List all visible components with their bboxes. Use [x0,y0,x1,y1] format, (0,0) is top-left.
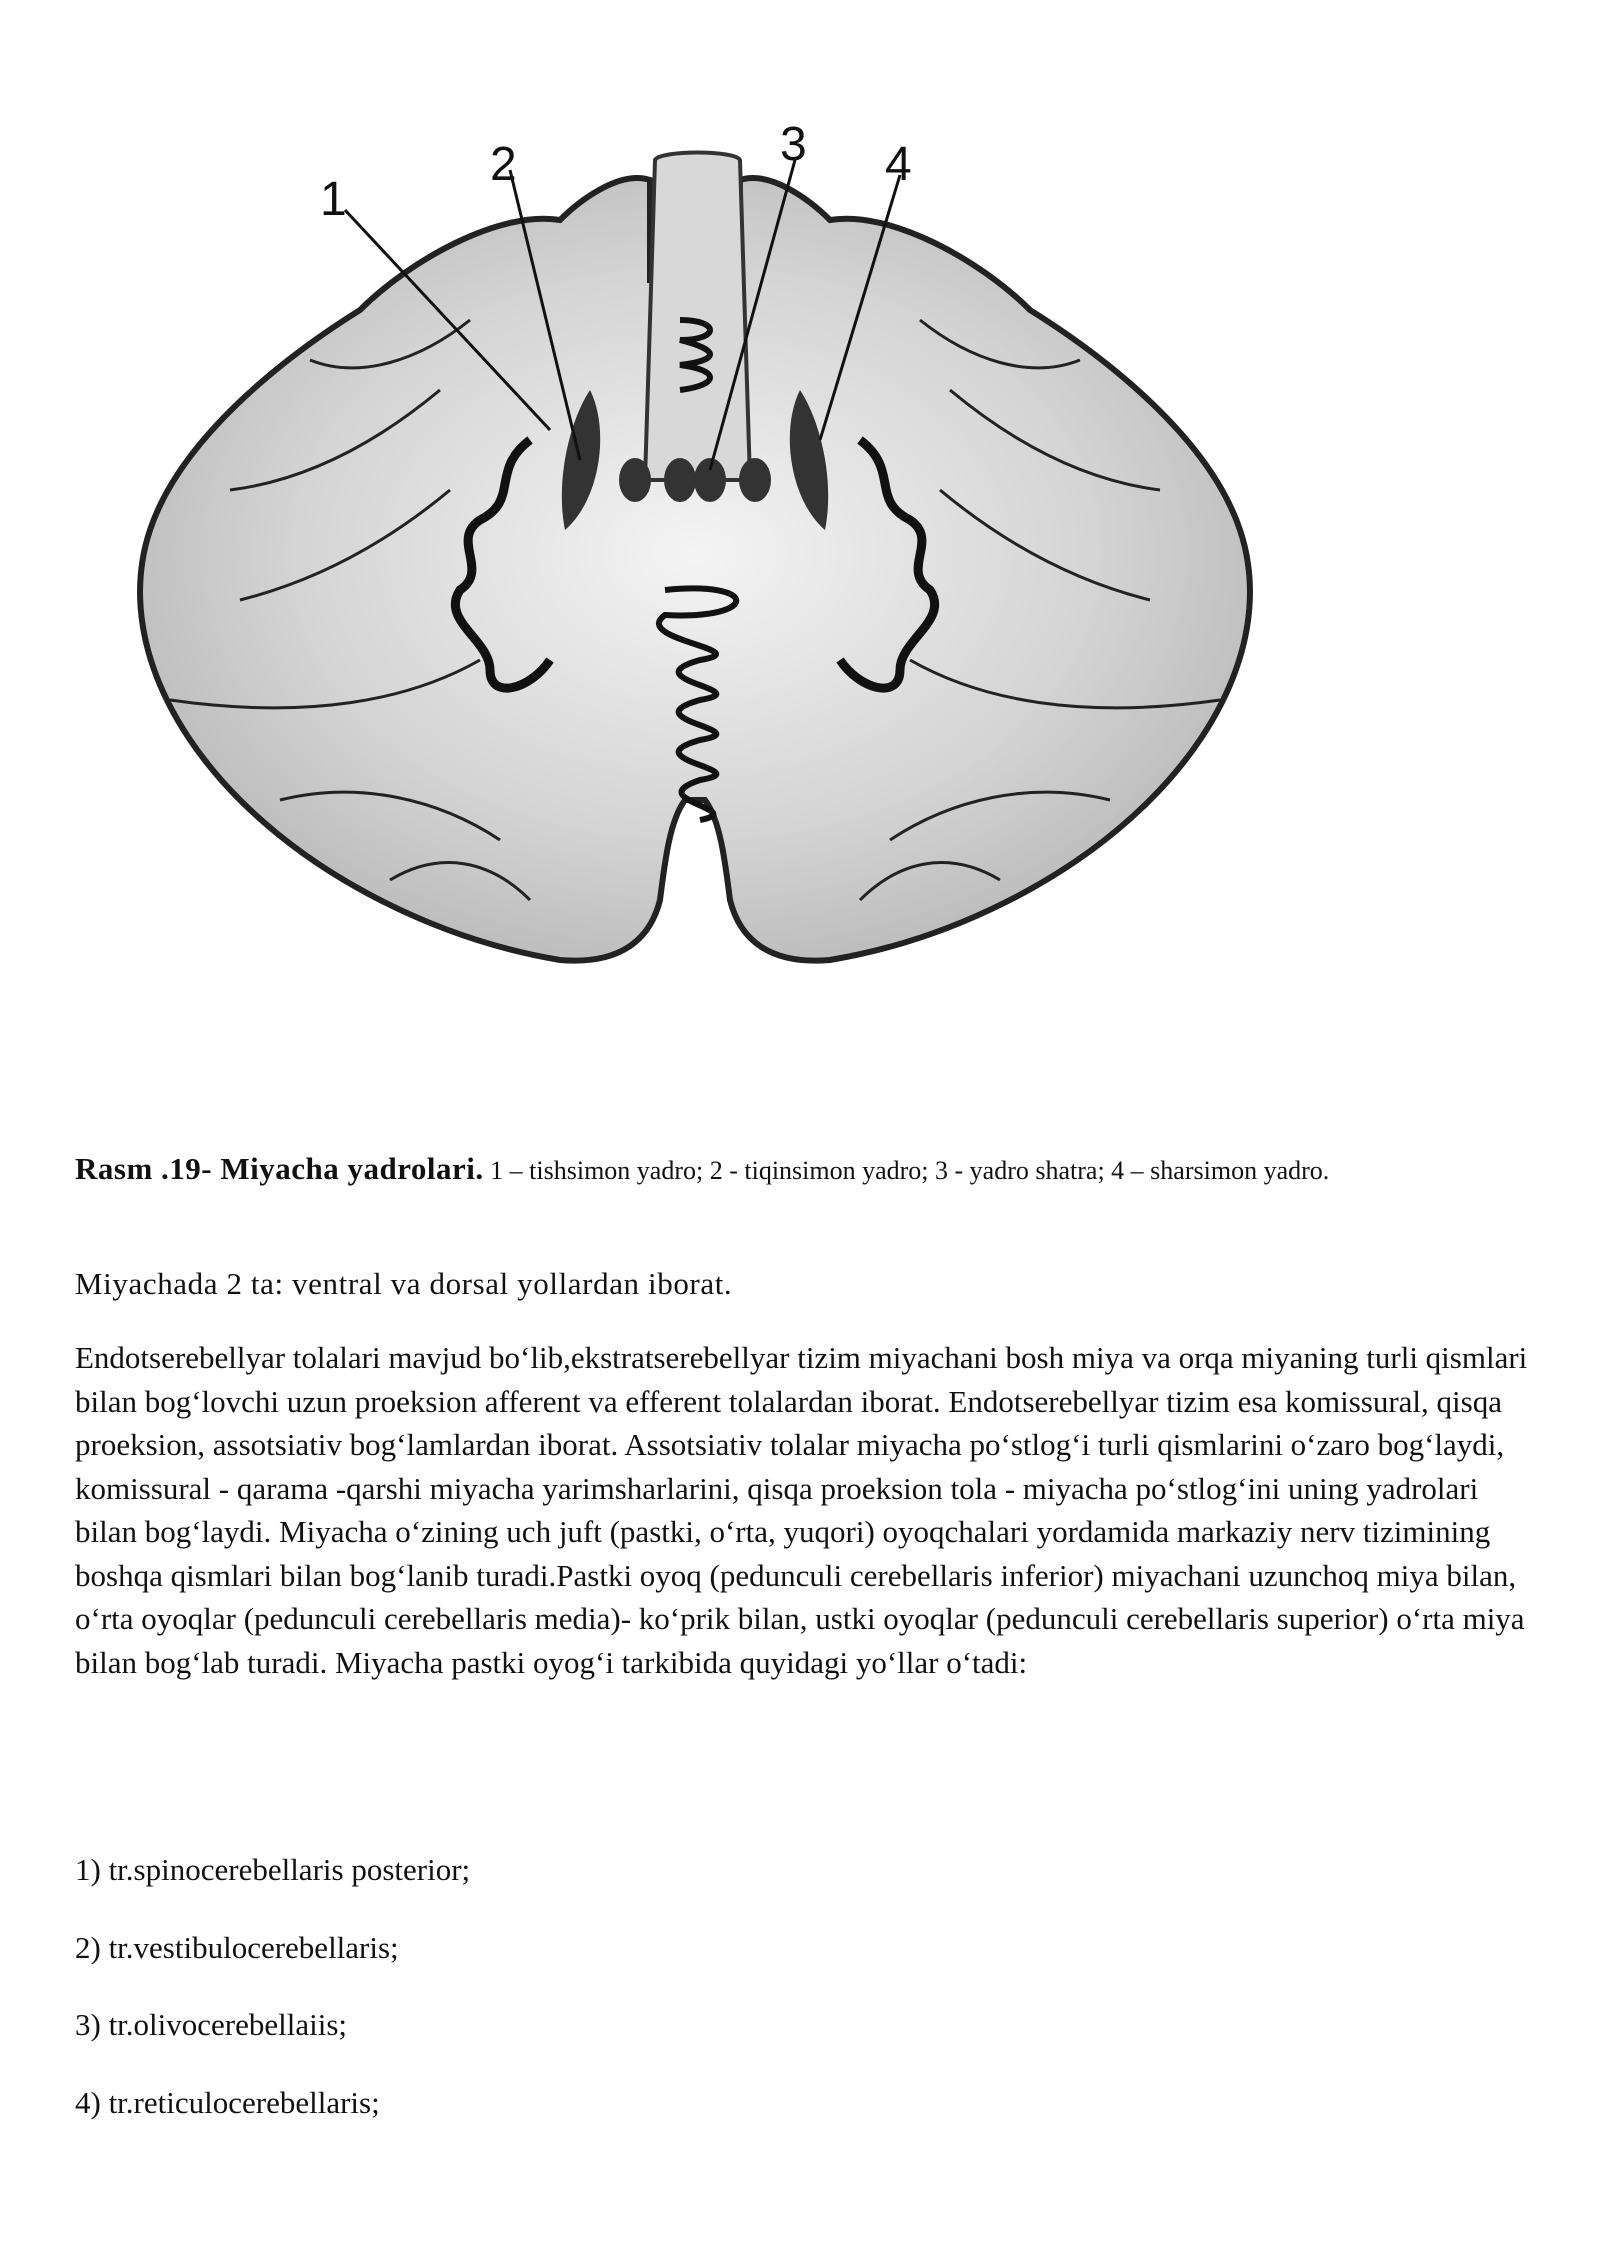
list-item: 1) tr.spinocerebellaris posterior; [75,1852,471,1887]
list-item: 3) tr.olivocerebellaiis; [75,2007,348,2042]
caption-lead: Rasm .19- Miyacha yadrolari. [75,1151,484,1186]
cerebellum-nuclei-figure [60,60,1330,1010]
marker-2: 2 [490,138,517,191]
marker-4: 4 [885,138,912,191]
paragraph: Miyachada 2 ta: ventral va dorsal yollardan iborat. [75,1266,733,1301]
figure-caption [75,1152,1515,1188]
list-item: 4) tr.reticulocerebellaris; [75,2085,380,2120]
list-item: 2) tr.vestibulocerebellaris; [75,1930,399,1965]
cerebellum-outline [140,153,1250,961]
marker-1: 1 [320,173,347,226]
caption-text: 1 – tishsimon yadro; 2 - tiqinsimon yadro; 3 - yadro shatra; 4 – sharsimon yadro. [483,1156,1330,1185]
marker-3: 3 [780,118,807,171]
paragraph: Endotserebellyar tolalari mavjud bo‘lib,ekstratserebellyar tizim miyachani bosh miya va orqa miyaning turli qismlari bilan bog‘lovchi uzun proeksion afferent va efferent tolalardan iborat. Endotserebellyar tizim esa komissural, qisqa proeksion, assotsiativ bog‘lamlardan iborat. Assotsiativ tolalar miyacha po‘stlog‘i turli qismlarini o‘zaro bog‘laydi, komissural - qarama -qarshi miyacha yarimsharlarini, qisqa proeksion tola - miyacha po‘stlog‘ini uning yadrolari bilan bog‘laydi. Miyacha o‘zining uch juft (pastki, o‘rta, yuqori) oyoqchalari yordamida markaziy nerv tizimining boshqa qismlari bilan bog‘lanib turadi.Pastki oyoq (pedunculi cerebellaris inferior) miyachani uzunchoq miya bilan, o‘rta oyoqlar (pedunculi cerebellaris media)- ko‘prik bilan, ustki oyoqlar (pedunculi cerebellaris superior) o‘rta miya bilan bog‘lab turadi. Miyacha pastki oyog‘i tarkibida quyidagi yo‘llar o‘tadi: [75,1340,1528,1680]
